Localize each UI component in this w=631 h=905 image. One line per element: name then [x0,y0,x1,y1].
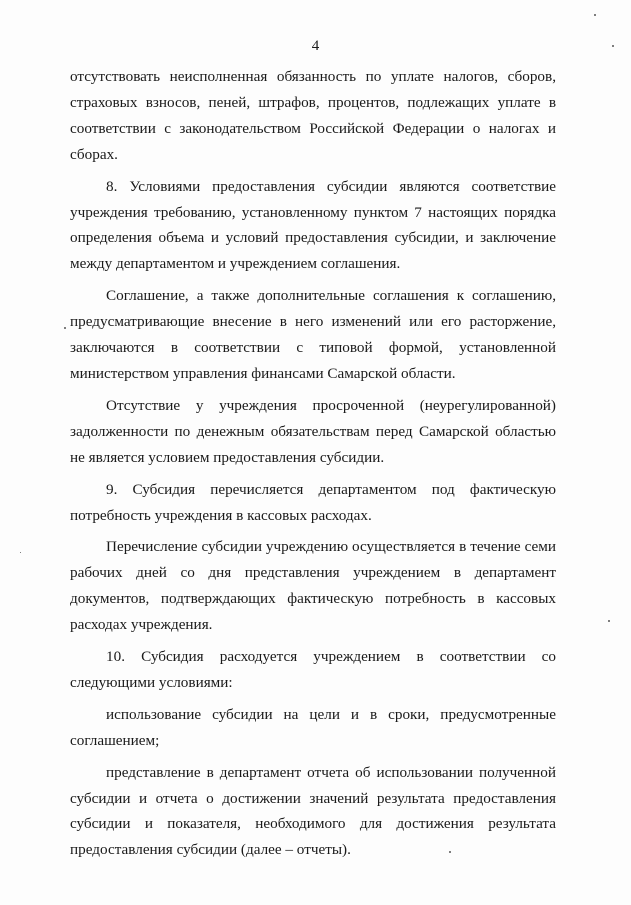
scan-speck [612,45,614,47]
paragraph-condition-reports: представление в департамент отчета об использовании полученной субсидии и отчета о достижении значений результата предоставления субсидии и показателя, необходимого для достижения результата предоставления субсидии (далее – отчеты). [70,763,556,859]
paragraph-transfer: Перечисление субсидии учреждению осуществляется в течение семи рабочих дней со дня представления учреждением в департамент документов, подтверждающих фактическую потребность в кассовых расходах учреждения. [70,538,556,634]
paragraph-clause-8: 8. Условиями предоставления субсидии являются соответствие учреждения требованию, установленному пунктом 7 настоящих порядка определения объема и условий предоставления субсидии, и заключение между департаментом и учреждением соглашения. [70,177,556,273]
document-body [70,64,556,863]
paragraph-condition-use: использование субсидии на цели и в сроки, предусмотренные соглашением; [70,705,556,749]
scan-speck [64,327,66,329]
scan-speck [608,620,610,622]
scan-speck [594,14,596,16]
paragraph-no-debt: Отсутствие у учреждения просроченной (неурегулированной) задолженности по денежным обязательствам перед Самарской областью не является условием предоставления субсидии. [70,396,556,466]
scan-speck [20,552,21,553]
paragraph-tax-obligations: отсутствовать неисполненная обязанность по уплате налогов, сборов, страховых взносов, пеней, штрафов, процентов, подлежащих уплате в соответствии с законодательством Российской Федерации о налогах и сборах. [70,68,556,163]
paragraph-clause-9: 9. Субсидия перечисляется департаментом под фактическую потребность учреждения в кассовых расходах. [70,480,556,524]
paragraph-clause-10: 10. Субсидия расходуется учреждением в соответствии со следующими условиями: [70,648,556,691]
paragraph-agreement: Соглашение, а также дополнительные соглашения к соглашению, предусматривающие внесение в него изменений или его расторжение, заключаются в соответствии с типовой формой, установленной министерством управления финансами Самарской области. [70,287,556,382]
page-number: 4 [311,38,320,54]
scan-speck [449,851,451,853]
